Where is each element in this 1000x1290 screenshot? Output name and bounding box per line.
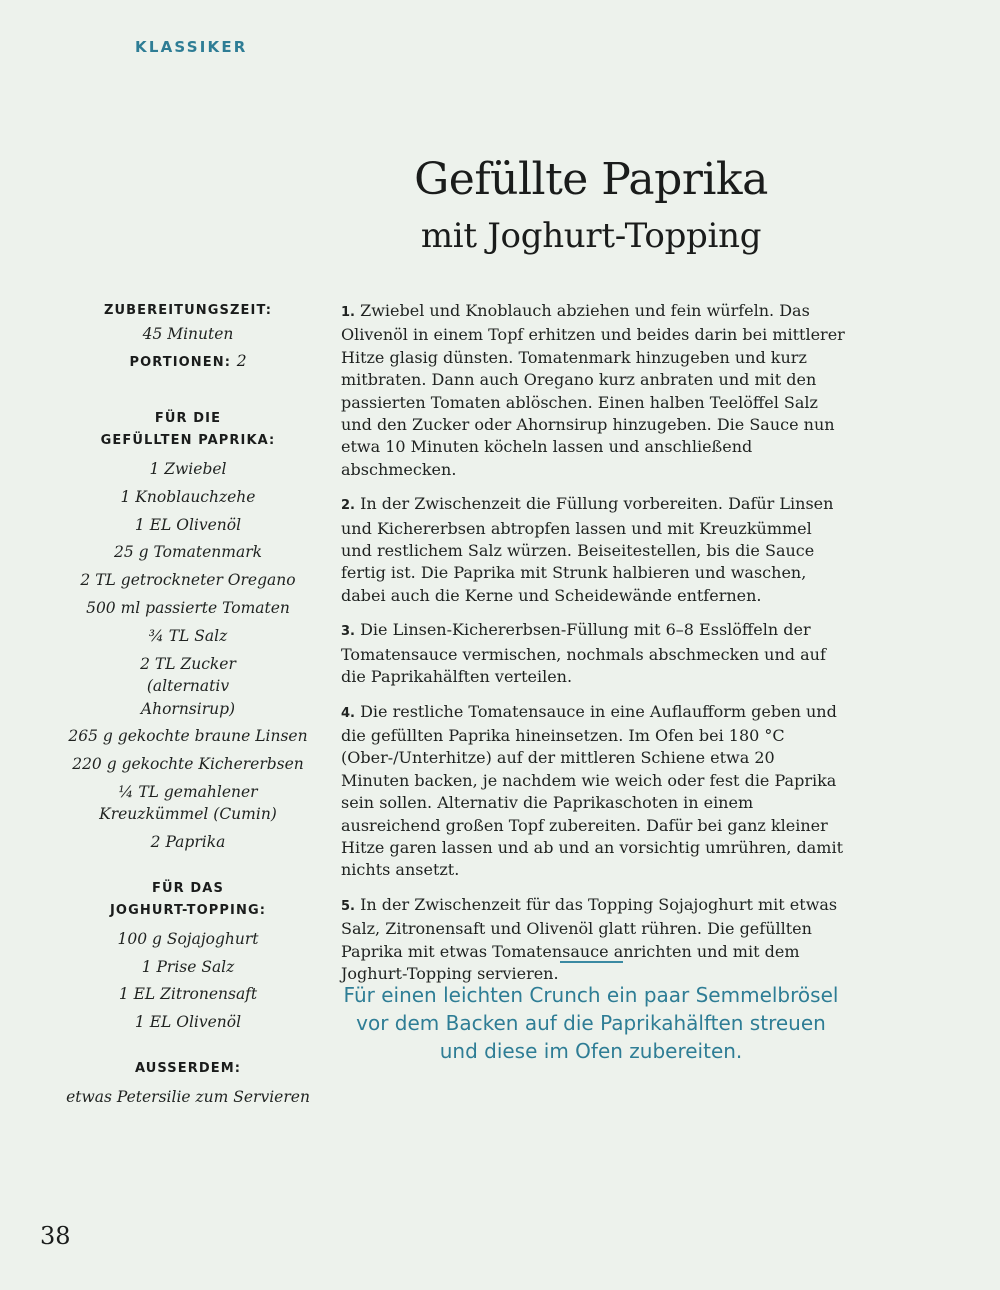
- ingredient-item: 2 Paprika: [150, 833, 226, 852]
- ingredient-item: 500 ml passierte Tomaten: [86, 598, 290, 617]
- ingredient-item: ¾ TL Salz: [148, 626, 228, 645]
- ingredient-item: etwas Petersilie zum Servieren: [66, 1087, 310, 1106]
- ingredient-item: 1 EL Zitronensaft: [118, 985, 258, 1004]
- portions-label: PORTIONEN:: [129, 355, 232, 370]
- section-label: KLASSIKER: [135, 38, 248, 56]
- step-text: Die restliche Tomatensauce in eine Auflaufform geben und die gefüllten Paprika hineinsetzen. Im Ofen bei 180 °C (Ober-/Unterhitze) auf der mittleren Schiene etwa 20 Minuten backen, je nachdem wie weich oder fest die Paprika sein sollen. Alternativ die Paprikaschoten in einem ausreichend großen Topf zubereiten. Dafür bei ganz kleiner Hitze garen lassen und ab und an vorsichtig umrühren, damit nichts ansetzt.: [341, 701, 843, 880]
- step-text: Die Linsen-Kichererbsen-Füllung mit 6–8 Esslöffeln der Tomatensauce vermischen, nochmals abschmecken und auf die Paprikahälften verteilen.: [341, 620, 826, 687]
- instruction-step: [341, 619, 845, 688]
- ingredient-item: 1 Knoblauchzehe: [120, 487, 256, 506]
- ingredient-group-heading-line1: AUSSERDEM:: [134, 1060, 242, 1076]
- recipe-title: [340, 150, 842, 262]
- page-number: 38: [40, 1222, 71, 1250]
- instructions: [341, 300, 845, 997]
- portions-value: 2: [236, 352, 247, 370]
- step-number: 4.: [341, 705, 355, 721]
- ingredient-item: ¼ TL gemahlener Kreuzkümmel (Cumin): [99, 782, 277, 824]
- step-number: 3.: [341, 624, 355, 640]
- ingredient-group-heading-line2: JOGHURT-TOPPING:: [109, 902, 267, 918]
- ingredient-item: 220 g gekochte Kichererbsen: [72, 755, 304, 774]
- prep-time-label: ZUBEREITUNGSZEIT:: [103, 303, 273, 318]
- ingredient-group-heading-line1: FÜR DIE: [154, 411, 222, 426]
- tip-divider: [560, 961, 623, 963]
- ingredient-item: 1 Zwiebel: [149, 460, 227, 478]
- instruction-step: [341, 894, 845, 986]
- instruction-step: [341, 493, 845, 607]
- ingredient-item: 1 EL Olivenöl: [134, 515, 242, 534]
- step-number: 1.: [341, 305, 355, 320]
- ingredient-item: 2 TL Zucker (alternativ Ahornsirup): [140, 654, 236, 718]
- instruction-step: [341, 300, 845, 481]
- prep-time-value: 45 Minuten: [142, 325, 234, 343]
- ingredient-group-extra: [60, 1058, 316, 1109]
- ingredients-sidebar: [60, 300, 316, 1113]
- step-number: 5.: [341, 898, 355, 914]
- ingredient-group-topping: [60, 878, 316, 1034]
- tip-text: Für einen leichten Crunch ein paar Semmelbrösel vor dem Backen auf die Paprikahälften streuen und diese im Ofen zubereiten.: [343, 983, 839, 1063]
- ingredient-item: 2 TL getrockneter Oregano: [80, 571, 296, 590]
- ingredient-item: 265 g gekochte braune Linsen: [68, 727, 308, 746]
- ingredient-group-heading-line1: FÜR DAS: [152, 880, 224, 896]
- ingredient-group-heading-line2: GEFÜLLTEN PAPRIKA:: [100, 433, 276, 448]
- ingredient-item: 1 EL Olivenöl: [134, 1013, 242, 1032]
- ingredient-item: 25 g Tomatenmark: [113, 543, 263, 562]
- ingredient-group-heading: [60, 1058, 316, 1080]
- ingredient-group-heading: [60, 878, 316, 922]
- step-number: 2.: [341, 498, 355, 514]
- ingredient-group-heading: [60, 408, 316, 452]
- portions: [60, 350, 316, 374]
- ingredient-item: 100 g Sojajoghurt: [117, 929, 259, 948]
- step-text: Zwiebel und Knoblauch abziehen und fein würfeln. Das Olivenöl in einem Topf erhitzen und beides darin bei mittlerer Hitze glasig dünsten. Tomatenmark hinzugeben und kurz mitbraten. Dann auch Oregano kurz anbraten und mit den passierten Tomaten ablöschen. Einen halben Teelöffel Salz und den Zucker oder Ahornsirup hinzugeben. Die Sauce nun etwa 10 Minuten köcheln lassen und anschließend abschmecken.: [341, 301, 845, 479]
- ingredient-group-filling: [60, 408, 316, 854]
- step-text: In der Zwischenzeit die Füllung vorbereiten. Dafür Linsen und Kichererbsen abtropfen lassen und mit Kreuzkümmel und restlichem Salz würzen. Beiseitestellen, bis die Sauce fertig ist. Die Paprika mit Strunk halbieren und waschen, dabei auch die Kerne und Scheidewände entfernen.: [341, 494, 834, 605]
- instruction-step: [341, 701, 845, 882]
- ingredient-item: 1 Prise Salz: [141, 957, 235, 976]
- recipe-title-main: Gefüllte Paprika: [414, 154, 768, 205]
- recipe-title-sub: mit Joghurt-Topping: [420, 216, 762, 256]
- step-text: In der Zwischenzeit für das Topping Sojajoghurt mit etwas Salz, Zitronensaft und Olivenöl glatt rühren. Die gefüllten Paprika mit etwas Tomatensauce anrichten und mit dem Joghurt-Topping servieren.: [341, 894, 838, 983]
